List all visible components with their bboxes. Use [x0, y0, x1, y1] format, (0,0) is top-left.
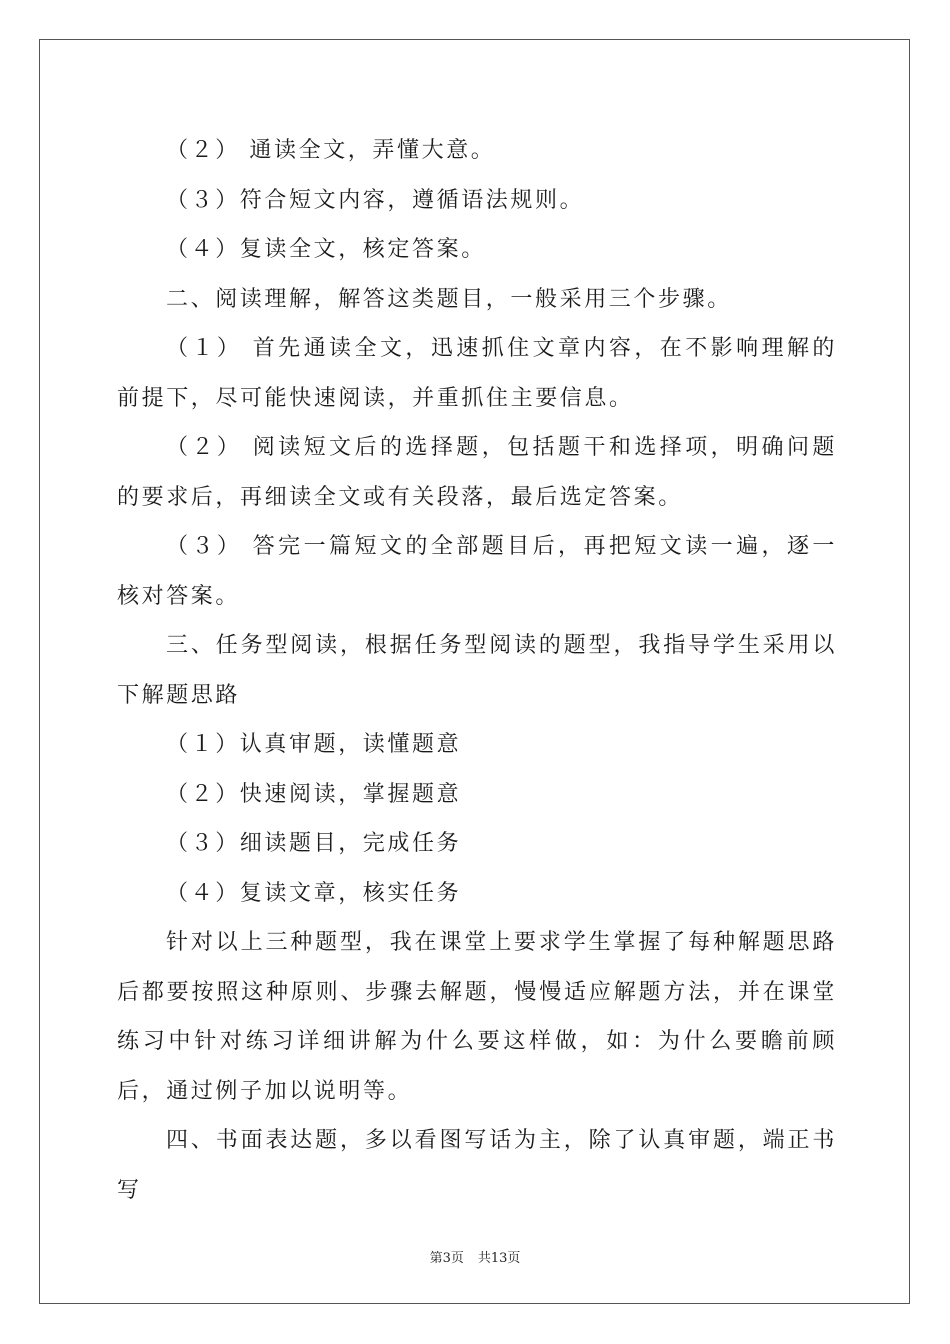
page-number: 第3页	[429, 1251, 464, 1266]
paragraph: （４）复读文章，核实任务	[166, 880, 462, 906]
paragraph: （１） 首先通读全文，迅速抓住文章内容，在不影响理解的前提下，尽可能快速阅读，并重抓住主要信息。	[117, 336, 837, 411]
paragraph: （３）符合短文内容，遵循语法规则。	[166, 187, 585, 213]
page-total: 共13页	[477, 1251, 521, 1266]
paragraph: 针对以上三种题型，我在课堂上要求学生掌握了每种解题思路后都要按照这种原则、步骤去解题，慢慢适应解题方法，并在课堂练习中针对练习详细讲解为什么要这样做，如：为什么要瞻前顾后，通过例子加以说明等。	[117, 930, 837, 1104]
paragraph: （２）快速阅读，掌握题意	[166, 781, 462, 807]
page-footer	[0, 1247, 950, 1266]
section-heading: 四、书面表达题，多以看图写话为主，除了认真审题，端正书写	[117, 1128, 837, 1203]
paragraph: （３） 答完一篇短文的全部题目后，再把短文读一遍，逐一核对答案。	[117, 534, 837, 609]
document-body	[117, 126, 837, 1215]
paragraph: （１）认真审题，读懂题意	[166, 732, 462, 757]
paragraph: （２） 通读全文，弄懂大意。	[166, 138, 496, 163]
paragraph: （２） 阅读短文后的选择题，包括题干和选择项，明确问题的要求后，再细读全文或有关段落，最后选定答案。	[117, 435, 837, 510]
section-heading: 二、阅读理解，解答这类题目，一般采用三个步骤。	[166, 286, 732, 312]
section-heading: 三、任务型阅读，根据任务型阅读的题型，我指导学生采用以下解题思路	[117, 633, 837, 708]
paragraph: （３）细读题目，完成任务	[166, 831, 462, 856]
paragraph: （４）复读全文，核定答案。	[166, 237, 486, 262]
